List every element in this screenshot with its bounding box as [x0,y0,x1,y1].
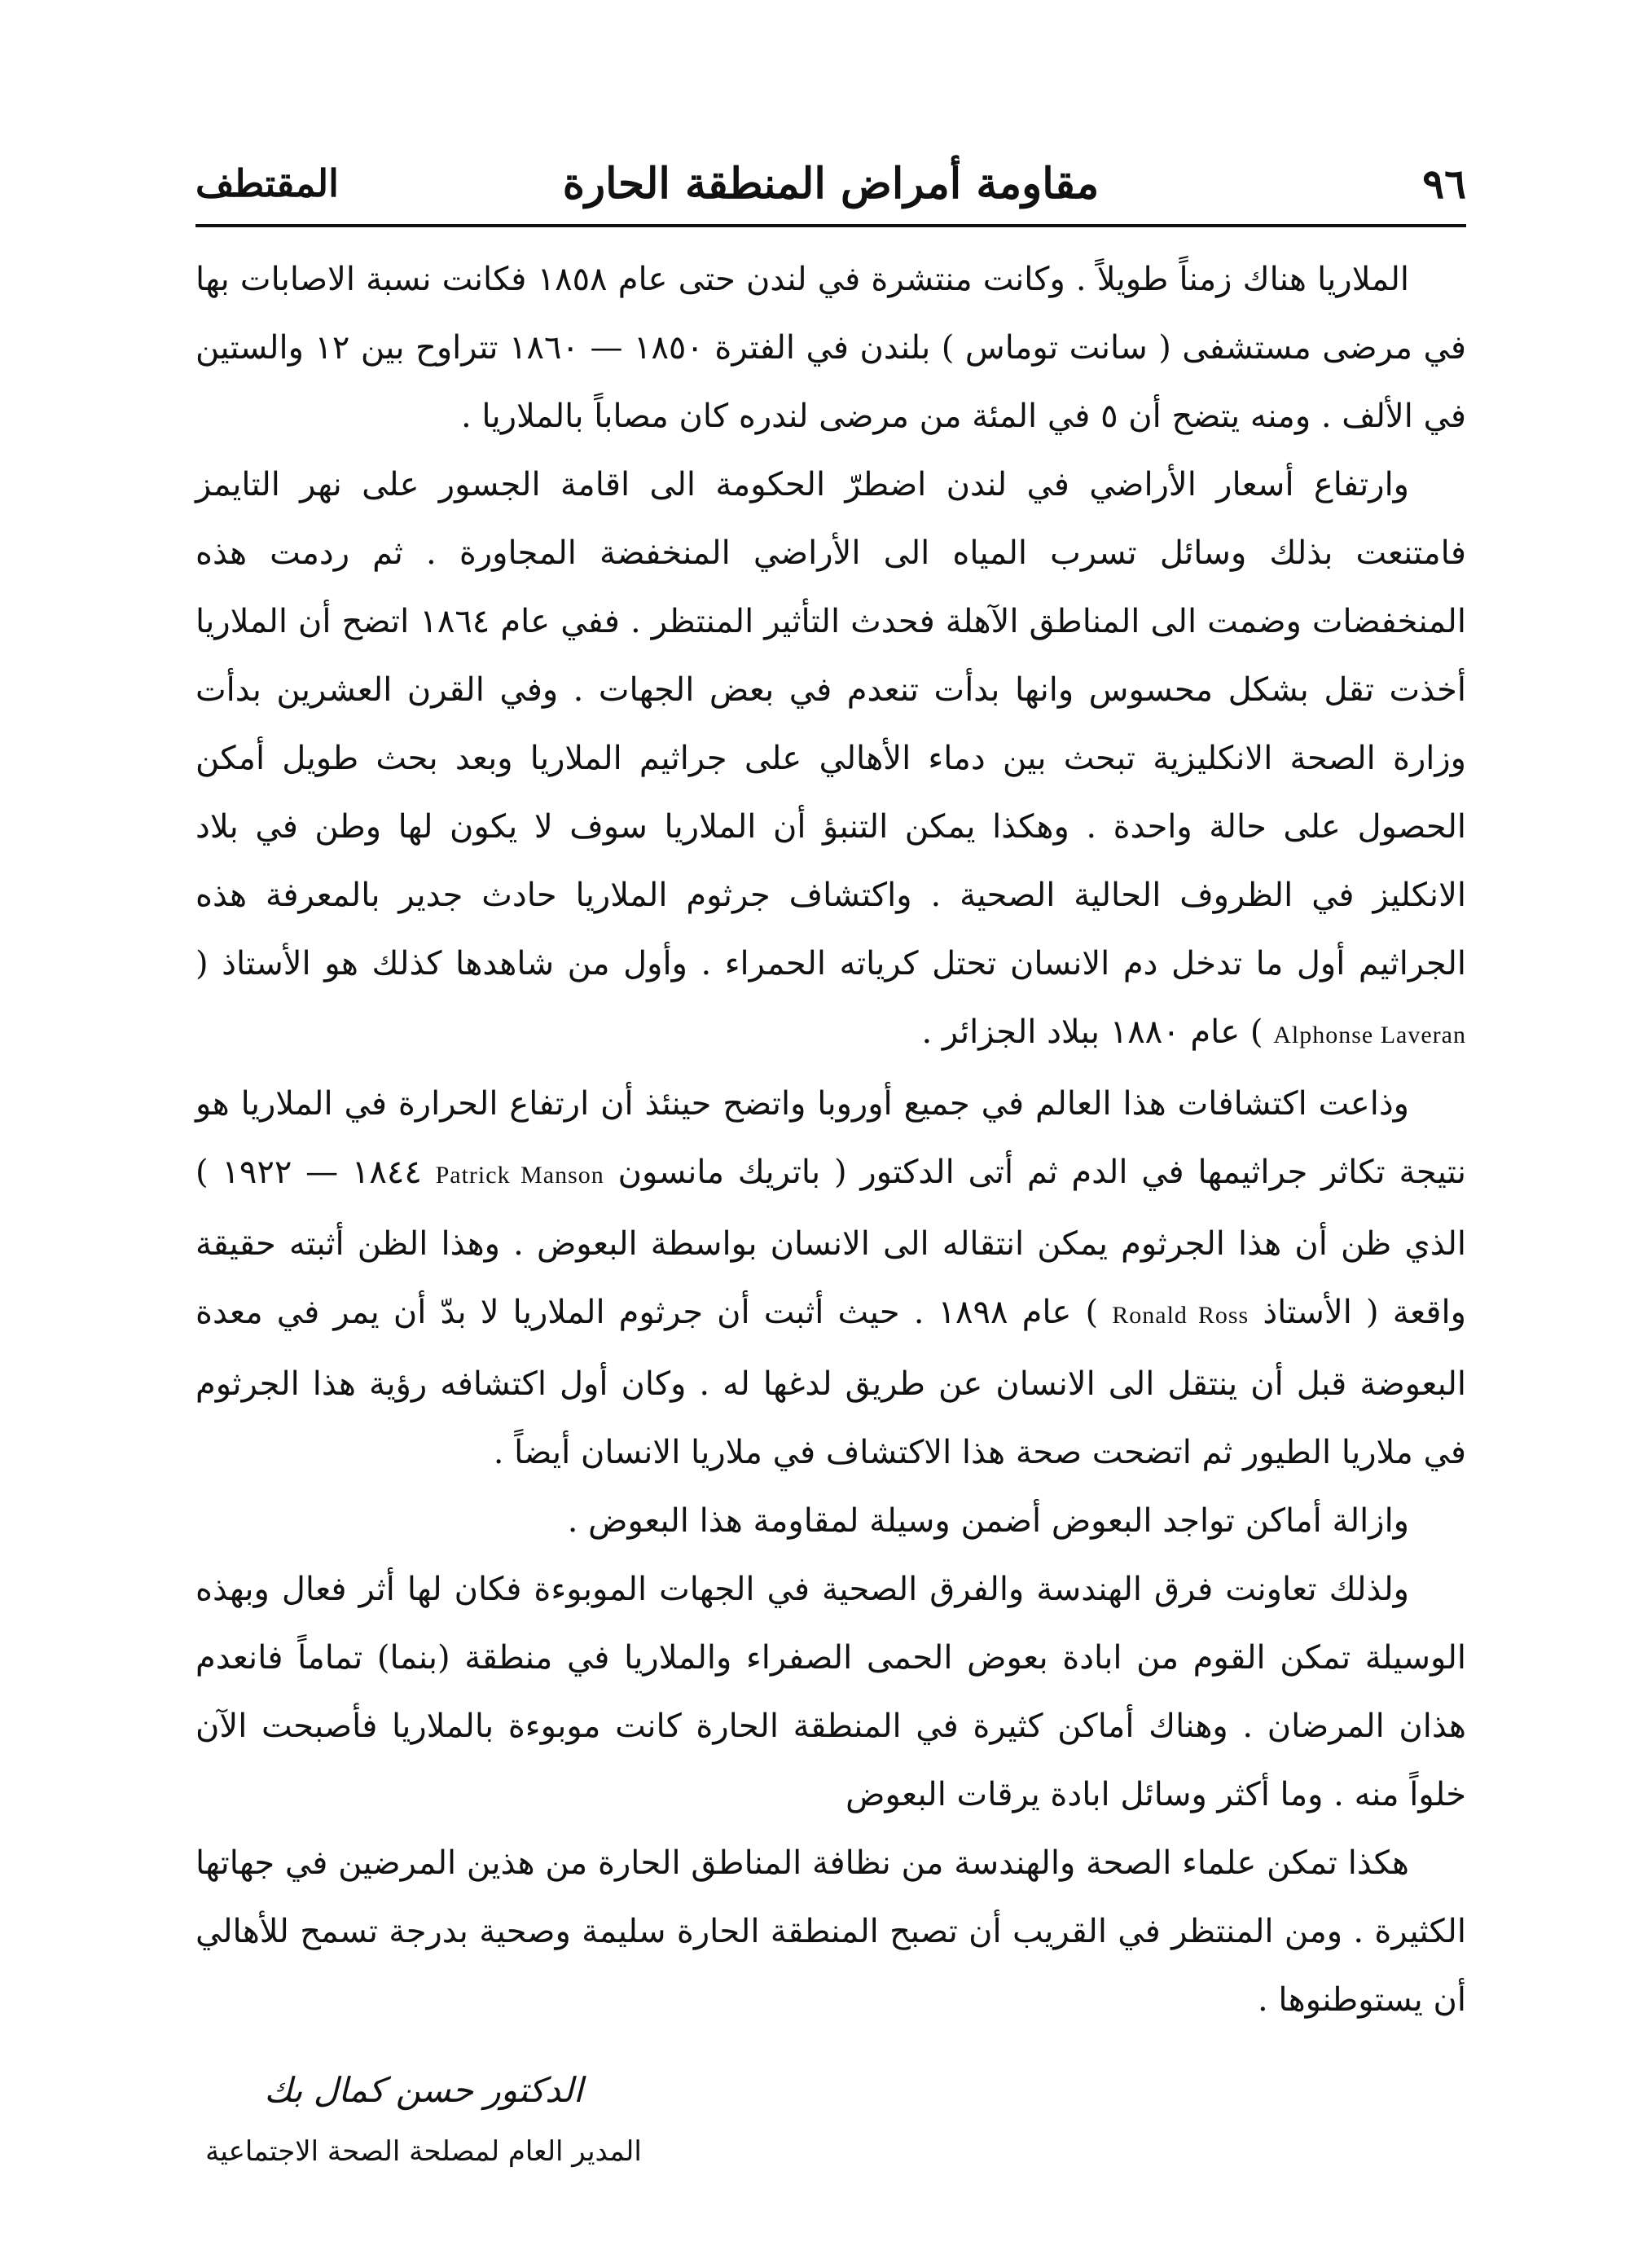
paragraph [195,1555,1466,1829]
page [195,151,1466,2236]
header-rule [195,224,1466,227]
paragraph-text: ) عام ١٨٨٠ ببلاد الجزائر . [921,1013,1274,1051]
article-body [195,245,1466,2034]
latin-name: Patrick Manson [435,1162,604,1189]
paragraph [195,245,1466,451]
paragraph [195,1070,1466,1487]
paragraph-text: الملاريا هناك زمناً طويلاً . وكانت منتشرة في لندن حتى عام ١٨٥٨ فكانت نسبة الاصابات بها في مرضى مستشفى ( سانت توماس ) بلندن في الفترة ١٨٥٠ — ١٨٦٠ تتراوح بين ١٢ والستين في الألف . ومنه يتضح أن ٥ في المئة من مرضى لندره كان مصاباً بالملاريا . [195,261,1466,435]
paragraph [195,1487,1466,1555]
paragraph-text: وارتفاع أسعار الأراضي في لندن اضطرّ الحكومة الى اقامة الجسور على نهر التايمز فامتنعت بذلك وسائل تسرب المياه الى الأراضي المنخفضة المجاورة . ثم ردمت هذه المنخفضات وضمت الى المناطق الآهلة فحدث التأثير المنتظر . ففي عام ١٨٦٤ اتضح أن الملاريا أخذت تقل بشكل محسوس وانها بدأت تنعدم في بعض الجهات . وفي القرن العشرين بدأت وزارة الصحة الانكليزية تبحث بين دماء الأهالي على جراثيم الملاريا وبعد بحث طويل أمكن الحصول على حالة واحدة . وهكذا يمكن التنبؤ أن الملاريا سوف لا يكون لها وطن في بلاد الانكليز في الظروف الحالية الصحية . واكتشاف جرثوم الملاريا حادث جدير بالمعرفة هذه الجراثيم أول ما تدخل دم الانسان تحتل كرياته الحمراء . وأول من شاهدها كذلك هو الأستاذ ( [195,466,1467,982]
page-number: ٩٦ [1422,159,1466,208]
journal-name: المقتطف [195,161,339,205]
running-header [195,151,1466,216]
author-affiliation: المدير العام لمصلحة الصحة الاجتماعية [205,2135,642,2168]
paragraph-text: ولذلك تعاونت فرق الهندسة والفرق الصحية في الجهات الموبوءة فكان لها أثر فعال وبهذه الوسيلة تمكن القوم من ابادة بعوض الحمى الصفراء والملاريا في منطقة (بنما) تماماً فانعدم هذان المرضان . وهناك أماكن كثيرة في المنطقة الحارة كانت موبوءة بالملاريا فأصبحت الآن خلواً منه . وما أكثر وسائل ابادة يرقات البعوض [195,1571,1466,1813]
paragraph-text: وذاعت اكتشافات هذا العالم في جميع أوروبا واتضح حينئذ أن ارتفاع الحرارة في الملاريا هو نتيجة تكاثر جراثيمها في الدم ثم أتى الدكتور ( باتريك مانسون [195,1085,1467,1191]
paragraph-text: وازالة أماكن تواجد البعوض أضمن وسيلة لمقاومة هذا البعوض . [567,1502,1409,1540]
paragraph-text: ) عام ١٨٩٨ . حيث أثبت أن جرثوم الملاريا لا بدّ أن يمر في معدة البعوضة قبل أن ينتقل الى الانسان عن طريق لدغها له . وكان أول اكتشافه رؤية هذا الجرثوم في ملاريا الطيور ثم اتضحت صحة هذا الاكتشاف في ملاريا الانسان أيضاً . [195,1294,1466,1471]
running-title: مقاومة أمراض المنطقة الحارة [562,158,1100,209]
paragraph-text: ١٨٤٤ — ١٩٢٢ ) الذي ظن أن هذا الجرثوم يمكن انتقاله الى الانسان بواسطة البعوض . وهذا الظن أثبته حقيقة واقعة ( الأستاذ [195,1154,1466,1331]
paragraph [195,1829,1466,2034]
signature-block [195,2054,652,2176]
latin-name: Ronald Ross [1112,1302,1250,1329]
paragraph-text: هكذا تمكن علماء الصحة والهندسة من نظافة المناطق الحارة من هذين المرضين في جهاتها الكثيرة . ومن المنتظر في القريب أن تصبح المنطقة الحارة سليمة وصحية بدرجة تسمح للأهالي أن يستوطنوها . [195,1844,1466,2019]
paragraph [195,451,1466,1070]
author-name: الدكتور حسن كمال بك [264,2070,583,2110]
latin-name: Alphonse Laveran [1273,1022,1466,1048]
